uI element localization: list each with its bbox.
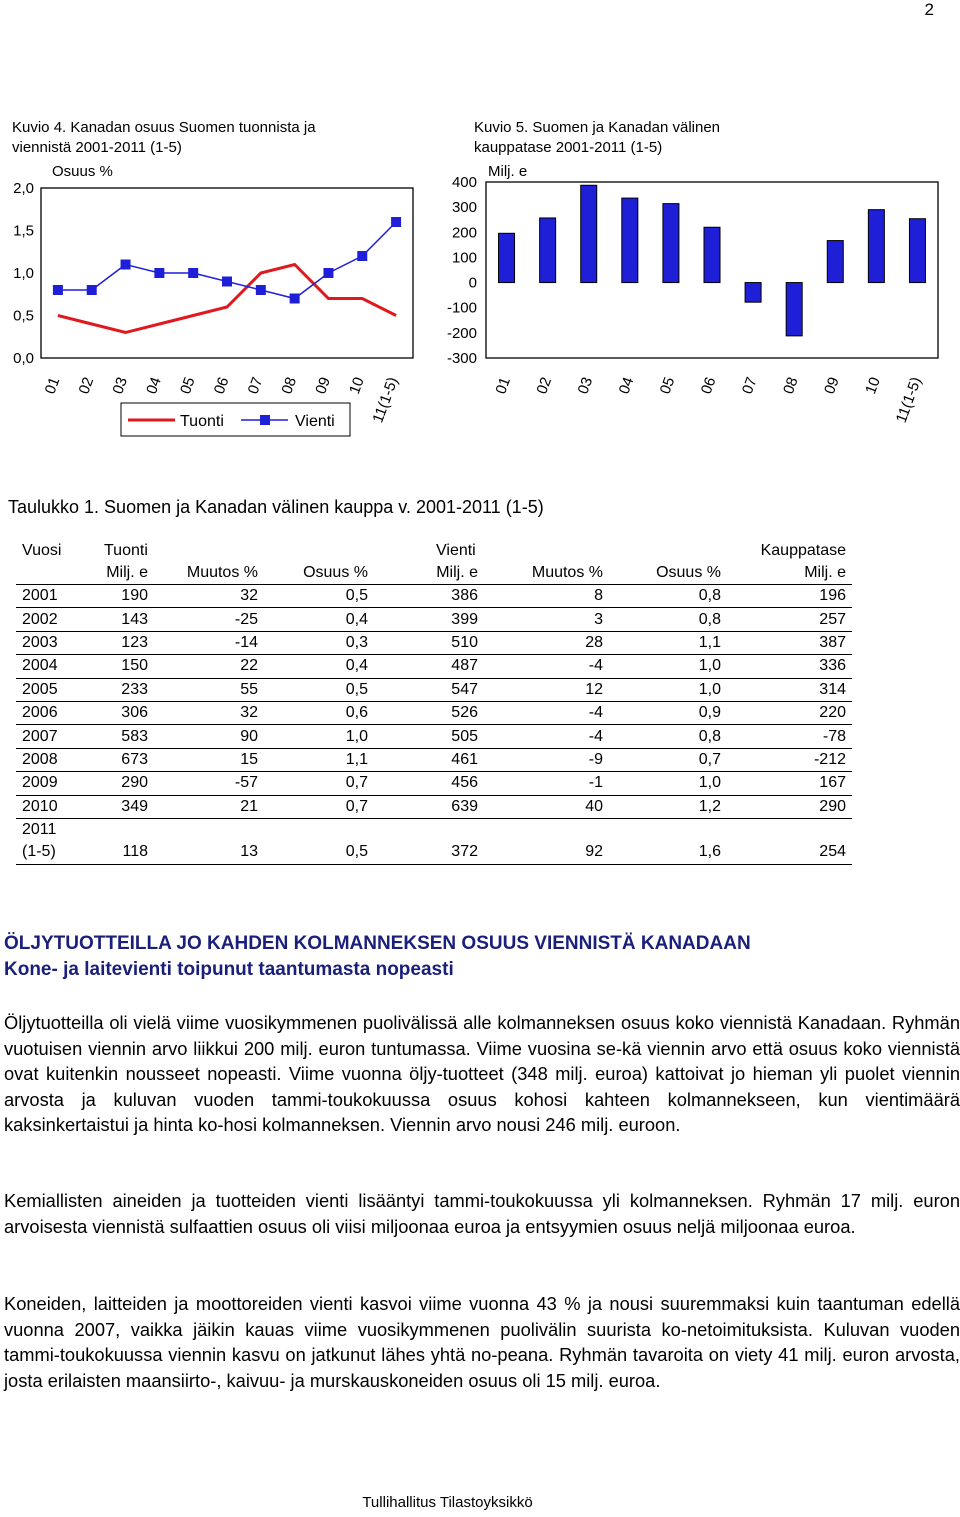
- chart2-x-tick-label: 05: [656, 374, 679, 397]
- series-line-tuonti: [58, 265, 396, 333]
- table-cell-kauppatase: 167: [727, 772, 852, 795]
- chart2-x-tick-label: 01: [492, 374, 515, 397]
- chart2-x-tick-label: 10: [862, 374, 884, 397]
- table-cell-vienti: 372: [374, 841, 484, 864]
- table-row: [16, 655, 852, 678]
- table-cell-vienti-muutos: 8: [484, 585, 609, 608]
- table-cell-tuonti-muutos: 15: [154, 748, 264, 771]
- table-cell-kauppatase: -78: [727, 725, 852, 748]
- chart1-series: [53, 217, 401, 333]
- page-footer: Tullihallitus Tilastoyksikkö: [362, 1494, 533, 1511]
- table-row: [16, 795, 852, 818]
- table-cell-vienti-osuus: 0,8: [609, 608, 727, 631]
- table-cell-vienti-muutos: 92: [484, 841, 609, 864]
- chart1-x-tick-label: 07: [244, 374, 267, 397]
- chart1-x-tick-label: 11(1-5): [369, 374, 402, 426]
- vienti-point-marker: [256, 285, 266, 295]
- table-cell-year: 2011: [22, 821, 57, 839]
- chart1-plot-frame: [41, 188, 413, 358]
- table-cell-tuonti-osuus: 0,5: [264, 678, 374, 701]
- table-cell-year: 2002: [16, 608, 84, 631]
- table-cell-tuonti-muutos: 21: [154, 795, 264, 818]
- chart2-x-tick-label: 03: [574, 374, 597, 397]
- table-cell-tuonti-muutos: 22: [154, 655, 264, 678]
- table-cell-vienti-osuus: 0,8: [609, 585, 727, 608]
- table-title: Taulukko 1. Suomen ja Kanadan välinen kauppa v. 2001-2011 (1-5): [8, 497, 544, 517]
- table-cell-year: 2001: [16, 585, 84, 608]
- table-cell-kauppatase: 314: [727, 678, 852, 701]
- header-osuus-vienti: Osuus %: [609, 562, 727, 585]
- chart1-x-tick-label: 04: [143, 374, 165, 397]
- chart2-x-tick-label: 08: [779, 374, 802, 397]
- chart1-y-tick-label: 1,0: [13, 265, 34, 282]
- header-kauppatase: Kauppatase: [760, 542, 846, 559]
- chart1-y-ticks: [13, 180, 34, 367]
- series-line-vienti: [58, 222, 396, 299]
- table-row-2011: [16, 841, 852, 864]
- table-cell-vienti: 639: [374, 795, 484, 818]
- vienti-point-marker: [391, 217, 401, 227]
- chart1-legend: [121, 403, 350, 436]
- chart2-x-tick-label: 04: [615, 374, 638, 397]
- table-cell-tuonti-osuus: 0,6: [264, 701, 374, 724]
- legend-vienti-label: Vienti: [295, 413, 335, 430]
- table-cell-vienti-muutos: -9: [484, 748, 609, 771]
- table-cell-vienti-osuus: 1,6: [609, 841, 727, 864]
- table-cell-tuonti: 233: [84, 678, 154, 701]
- header-muutos-vienti: Muutos %: [484, 562, 609, 585]
- table-cell-vienti: 386: [374, 585, 484, 608]
- table-cell-vienti: 510: [374, 631, 484, 654]
- chart1-y-tick-label: 1,5: [13, 222, 34, 240]
- legend-tuonti-label: Tuonti: [180, 413, 224, 430]
- chart2-x-tick-label: 06: [697, 374, 720, 397]
- table-cell-vienti-osuus: 0,9: [609, 701, 727, 724]
- table-cell-kauppatase: 290: [727, 795, 852, 818]
- table-cell-year: 2010: [16, 795, 84, 818]
- table-cell-year: (1-5): [16, 841, 84, 864]
- table-cell-tuonti-muutos: 32: [154, 585, 264, 608]
- table-cell-vienti: 505: [374, 725, 484, 748]
- table-cell-tuonti: 118: [84, 841, 154, 864]
- header-milj-kauppatase: Milj. e: [727, 562, 852, 585]
- header-empty: [16, 562, 84, 585]
- table-cell-kauppatase: 257: [727, 608, 852, 631]
- article-paragraph-2: Kemiallisten aineiden ja tuotteiden vienti lisääntyi tammi-toukokuussa yli kolmanneksen. Ryhmän 17 milj. euron arvoisesta viennistä sulfaattien osuus oli viisi miljoonaa euroa ja entsyymien osuus neljä miljoonaa euroa.: [4, 1190, 960, 1237]
- table-cell-vienti: 487: [374, 655, 484, 678]
- chart2-x-tick-label: 09: [821, 374, 843, 397]
- table-row: [16, 585, 852, 608]
- table-cell-vienti-muutos: 3: [484, 608, 609, 631]
- table-row: [16, 748, 852, 771]
- chart2-bars: [499, 185, 926, 336]
- table-cell-kauppatase: 387: [727, 631, 852, 654]
- chart2-y-ticks: [447, 174, 477, 367]
- chart1-y-tick-label: 2,0: [13, 180, 34, 197]
- chart1-x-tick-label: 01: [41, 374, 64, 397]
- trade-balance-bar: [909, 219, 925, 283]
- table-cell-tuonti-osuus: 0,4: [264, 655, 374, 678]
- article-subheadline: Kone- ja laitevienti toipunut taantumasta nopeasti: [4, 959, 454, 980]
- table-cell-year: 2006: [16, 701, 84, 724]
- table-cell-year: 2005: [16, 678, 84, 701]
- vienti-point-marker: [357, 251, 367, 261]
- article-headline: ÖLJYTUOTTEILLA JO KAHDEN KOLMANNEKSEN OSUUS VIENNISTÄ KANADAAN: [4, 933, 751, 954]
- table-cell-vienti-muutos: -4: [484, 701, 609, 724]
- table-header-row2: [16, 562, 852, 585]
- table-cell-kauppatase: 254: [727, 841, 852, 864]
- chart2-x-tick-label: 07: [738, 374, 761, 397]
- table-cell-year: 2009: [16, 772, 84, 795]
- chart2-y-tick-label: 200: [451, 224, 477, 242]
- table-row: [16, 701, 852, 724]
- chart1-x-tick-label: 05: [176, 374, 199, 397]
- trade-balance-bar: [540, 218, 556, 283]
- table-cell-tuonti: 306: [84, 701, 154, 724]
- chart1-x-tick-label: 02: [75, 374, 98, 397]
- table-cell-tuonti: 290: [84, 772, 154, 795]
- table-cell-vienti-muutos: -1: [484, 772, 609, 795]
- table-cell-vienti-osuus: 1,2: [609, 795, 727, 818]
- chart2-y-tick-label: 300: [451, 199, 477, 217]
- table-cell-vienti: 547: [374, 678, 484, 701]
- table-cell-kauppatase: 196: [727, 585, 852, 608]
- chart2-x-ticks: [492, 375, 925, 425]
- table-cell-tuonti-osuus: 0,3: [264, 631, 374, 654]
- table-cell-vienti-osuus: 1,0: [609, 772, 727, 795]
- table-cell-tuonti-muutos: -57: [154, 772, 264, 795]
- table-cell-vienti-muutos: -4: [484, 655, 609, 678]
- trade-balance-bar: [663, 204, 679, 283]
- table-cell-tuonti-osuus: 0,5: [264, 841, 374, 864]
- table-cell-vienti-osuus: 1,1: [609, 631, 727, 654]
- table-row: [16, 772, 852, 795]
- table-cell-tuonti: 150: [84, 655, 154, 678]
- trade-balance-bar: [786, 283, 802, 336]
- chart1-x-tick-label: 09: [312, 374, 334, 397]
- chart2-caption-line2: kauppatase 2001-2011 (1-5): [474, 139, 663, 156]
- table-cell-year: 2004: [16, 655, 84, 678]
- chart2-y-tick-label: -100: [446, 299, 477, 317]
- vienti-point-marker: [323, 268, 333, 278]
- table-row: [16, 678, 852, 701]
- table-cell-tuonti: 583: [84, 725, 154, 748]
- chart1-x-tick-label: 03: [109, 374, 132, 397]
- table-cell-year: 2007: [16, 725, 84, 748]
- chart1-y-tick-label: 0,5: [13, 307, 34, 325]
- chart1-caption-line1: Kuvio 4. Kanadan osuus Suomen tuonnista ja: [12, 119, 316, 136]
- chart2-y-tick-label: 100: [451, 249, 477, 267]
- table-cell-vienti-osuus: 1,0: [609, 655, 727, 678]
- table-cell-vienti-muutos: 40: [484, 795, 609, 818]
- trade-balance-bar: [827, 241, 843, 283]
- table-cell-tuonti-muutos: -25: [154, 608, 264, 631]
- table-cell-vienti-muutos: 12: [484, 678, 609, 701]
- table-header-row1: [16, 540, 852, 562]
- table-cell-vienti: 456: [374, 772, 484, 795]
- table-cell-tuonti: 143: [84, 608, 154, 631]
- legend-vienti-marker-icon: [260, 415, 270, 425]
- table-cell-tuonti-muutos: 90: [154, 725, 264, 748]
- table-cell-tuonti-osuus: 0,5: [264, 585, 374, 608]
- header-osuus-tuonti: Osuus %: [264, 562, 374, 585]
- table-cell-tuonti-osuus: 1,1: [264, 748, 374, 771]
- vienti-point-marker: [121, 260, 131, 270]
- chart2-y-tick-label: -300: [446, 350, 477, 367]
- vienti-point-marker: [87, 285, 97, 295]
- table-cell-kauppatase: 336: [727, 655, 852, 678]
- chart1-x-tick-label: 10: [346, 374, 368, 397]
- header-vuosi: Vuosi: [22, 542, 62, 559]
- table-cell-kauppatase: -212: [727, 748, 852, 771]
- table-cell-vienti-osuus: 0,8: [609, 725, 727, 748]
- trade-table: [16, 540, 852, 865]
- chart2-y-tick-label: 400: [451, 174, 477, 191]
- table-cell-tuonti-osuus: 1,0: [264, 725, 374, 748]
- article-paragraph-1: Öljytuotteilla oli vielä viime vuosikymmenen puolivälissä alle kolmanneksen osuus koko viennistä Kanadaan. Ryhmän vuotuisen viennin arvo liikkui 200 milj. euron tuntumassa. Viime vuosina se-kä viennin arvo että osuus koko viennistä ovat kuitenkin nousseet nopeasti. Viime vuonna öljy-tuotteet (348 milj. euroa) kattoivat jo hieman yli puolet viennin arvosta ja kuluvan vuoden tammi-toukokuussa osuus kohosi kahteen kolmannekseen, kun vientimäärä kaksinkertaistui ja hinta ko-hosi kolmanneksen. Viennin arvo nousi 246 milj. euroon.: [4, 1012, 960, 1136]
- chart2-x-tick-label: 11(1-5): [892, 374, 925, 426]
- header-empty: [264, 540, 374, 562]
- header-tuonti: Tuonti: [104, 542, 148, 559]
- table-cell-vienti: 461: [374, 748, 484, 771]
- table-cell-kauppatase: 220: [727, 701, 852, 724]
- table-cell-tuonti: 123: [84, 631, 154, 654]
- table-cell-vienti-muutos: 28: [484, 631, 609, 654]
- header-empty: [609, 540, 727, 562]
- header-muutos-tuonti: Muutos %: [154, 562, 264, 585]
- chart2-y-tick-label: 0: [468, 274, 477, 292]
- table-cell-tuonti: 673: [84, 748, 154, 771]
- vienti-point-marker: [154, 268, 164, 278]
- chart1-ylabel: Osuus %: [52, 163, 113, 180]
- table-cell-tuonti-muutos: -14: [154, 631, 264, 654]
- table-cell-vienti-osuus: 0,7: [609, 748, 727, 771]
- trade-balance-bar: [868, 210, 884, 283]
- table-cell-tuonti-muutos: 32: [154, 701, 264, 724]
- table-cell-year: 2003: [16, 631, 84, 654]
- table-cell-tuonti-muutos: 55: [154, 678, 264, 701]
- table-cell-vienti-osuus: 1,0: [609, 678, 727, 701]
- table-row: [16, 631, 852, 654]
- table-cell-tuonti: 349: [84, 795, 154, 818]
- share-line-chart: [0, 155, 430, 450]
- vienti-point-marker: [53, 285, 63, 295]
- chart2-ylabel: Milj. e: [488, 163, 528, 180]
- table-row: [16, 725, 852, 748]
- table-cell-tuonti-osuus: 0,4: [264, 608, 374, 631]
- trade-balance-bar: [581, 185, 597, 282]
- header-empty: [154, 540, 264, 562]
- chart2-y-tick-label: -200: [446, 324, 477, 342]
- trade-balance-bar: [745, 283, 761, 303]
- chart2-x-tick-label: 02: [533, 374, 556, 397]
- article-paragraph-3: Koneiden, laitteiden ja moottoreiden vienti kasvoi viime vuonna 43 % ja nousi suuremmaksi kuin taantuman edellä vuonna 2007, vaikka jäikin kauas viime vuosikymmenen puolivälin suurista ko-netoimituksista. Kuluvan vuoden tammi-toukokuussa viennin kasvu on jatkunut lähes yhtä no-peana. Ryhmän tavaroita on viety 41 milj. euron arvosta, josta erilaisten maansiirto-, kaivuu- ja murskauskoneiden osuus oli 15 milj. euroa.: [4, 1293, 960, 1391]
- table-cell-tuonti: 190: [84, 585, 154, 608]
- header-milj-vienti: Milj. e: [374, 562, 484, 585]
- header-empty: [484, 540, 609, 562]
- table-cell-year: 2008: [16, 748, 84, 771]
- table-cell-tuonti-osuus: 0,7: [264, 772, 374, 795]
- chart1-caption-line2: viennistä 2001-2011 (1-5): [12, 139, 182, 156]
- table-cell-vienti: 526: [374, 701, 484, 724]
- header-vienti: Vienti: [436, 542, 476, 559]
- chart2-caption-line1: Kuvio 5. Suomen ja Kanadan välinen: [474, 119, 721, 136]
- trade-balance-bar: [704, 227, 720, 282]
- chart1-y-tick-label: 0,0: [13, 350, 34, 367]
- table-row: [16, 608, 852, 631]
- trade-balance-bar: [499, 233, 515, 282]
- table-cell-tuonti-osuus: 0,7: [264, 795, 374, 818]
- table-cell-vienti-muutos: -4: [484, 725, 609, 748]
- header-milj-tuonti: Milj. e: [84, 562, 154, 585]
- vienti-point-marker: [222, 277, 232, 287]
- chart1-x-tick-label: 08: [278, 374, 301, 397]
- page-number: 2: [924, 0, 934, 19]
- vienti-point-marker: [290, 294, 300, 304]
- table-cell-tuonti-muutos: 13: [154, 841, 264, 864]
- trade-balance-bar: [622, 198, 638, 282]
- chart1-x-tick-label: 06: [210, 374, 233, 397]
- vienti-point-marker: [188, 268, 198, 278]
- table-row-2011-year: [16, 818, 852, 841]
- trade-balance-bar-chart: [440, 155, 960, 450]
- table-cell-vienti: 399: [374, 608, 484, 631]
